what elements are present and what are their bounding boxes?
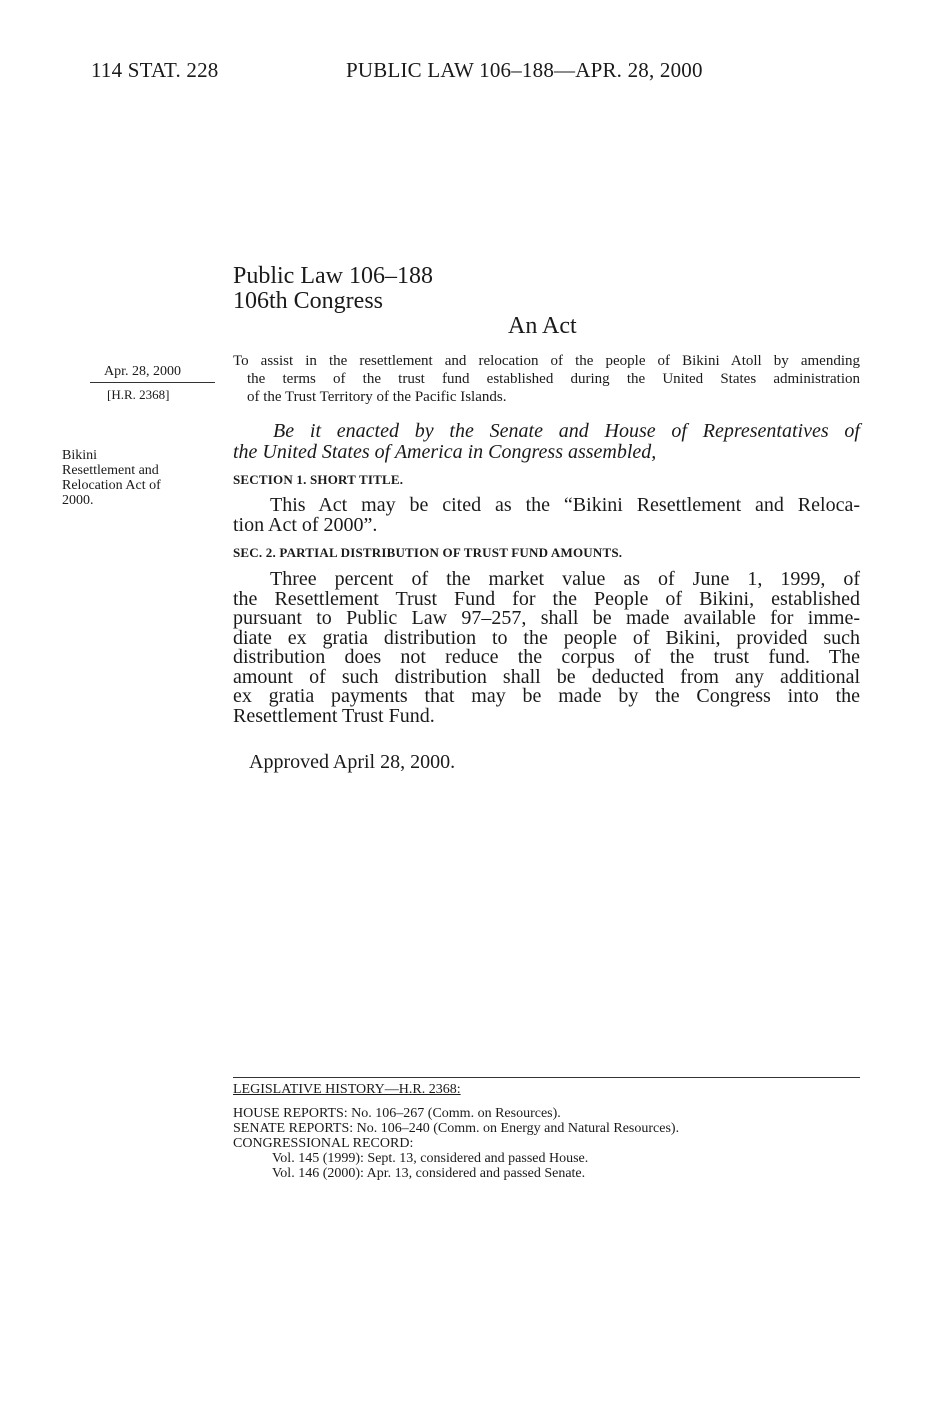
section-1-text [233, 496, 860, 535]
record-volume [233, 1152, 588, 1167]
text-line: ex gratia payments that may be made by the Congress into the [233, 685, 860, 707]
margin-date: Apr. 28, 2000 [104, 364, 181, 379]
section-2-heading: SEC. 2. PARTIAL DISTRIBUTION OF TRUST FUND AMOUNTS. [233, 545, 623, 560]
margin-note-line: Relocation Act of [62, 478, 161, 493]
text-line: Three percent of the market value as of June 1, 1999, of [270, 568, 860, 590]
approval-date: Approved April 28, 2000. [249, 751, 456, 773]
section-2-text [233, 570, 860, 726]
footer-divider [233, 1077, 860, 1078]
enacting-line: the United States of America in Congress assembled, [233, 441, 657, 463]
public-law-number: Public Law 106–188 [233, 263, 433, 289]
legislative-history-label: LEGISLATIVE HISTORY—H.R. 2368: [233, 1082, 461, 1097]
running-head: PUBLIC LAW 106–188—APR. 28, 2000 [346, 58, 703, 82]
text-line: tion Act of 2000”. [233, 513, 378, 536]
purpose-statement [233, 352, 860, 406]
legislative-history-title [233, 1083, 461, 1098]
page-stat-citation: 114 STAT. 228 [91, 58, 219, 82]
margin-note-line: Resettlement and [62, 463, 159, 478]
record-volume [233, 1167, 585, 1182]
margin-divider [90, 382, 215, 383]
act-heading: An Act [508, 313, 577, 339]
purpose-line: of the Trust Territory of the Pacific Islands. [247, 389, 507, 405]
text-line: amount of such distribution shall be deducted from any additional [233, 665, 860, 688]
senate-reports: SENATE REPORTS: No. 106–240 (Comm. on Energy and Natural Resources). [233, 1121, 680, 1136]
text-line: diate ex gratia distribution to the people of Bikini, provided such [233, 626, 860, 649]
text-line: pursuant to Public Law 97–257, shall be made available for imme- [233, 607, 860, 629]
record-volume-text: Vol. 146 (2000): Apr. 13, considered and passed Senate. [272, 1166, 586, 1181]
section-1-heading: SECTION 1. SHORT TITLE. [233, 472, 404, 487]
text-line: This Act may be cited as the “Bikini Resettlement and Reloca- [270, 494, 860, 516]
margin-note-line: 2000. [62, 493, 94, 508]
text-line: distribution does not reduce the corpus of the trust fund. The [233, 646, 860, 668]
text-line: Resettlement Trust Fund. [233, 704, 435, 727]
record-volume-text: Vol. 145 (1999): Sept. 13, considered and passed House. [272, 1151, 589, 1166]
margin-note-line: Bikini [62, 448, 98, 463]
house-reports: HOUSE REPORTS: No. 106–267 (Comm. on Resources). [233, 1106, 561, 1121]
purpose-line: the terms of the trust fund established during the United States administration [247, 371, 860, 387]
congress-number: 106th Congress [233, 288, 383, 314]
enacting-line: Be it enacted by the Senate and House of Representatives of [273, 420, 860, 442]
congressional-record: CONGRESSIONAL RECORD: [233, 1136, 414, 1151]
margin-bill-number: [H.R. 2368] [107, 387, 170, 402]
purpose-line: To assist in the resettlement and relocation of the people of Bikini Atoll by amending [233, 353, 860, 369]
enacting-clause [233, 421, 860, 463]
margin-short-title-note [62, 448, 222, 508]
text-line: the Resettlement Trust Fund for the People of Bikini, established [233, 587, 860, 610]
